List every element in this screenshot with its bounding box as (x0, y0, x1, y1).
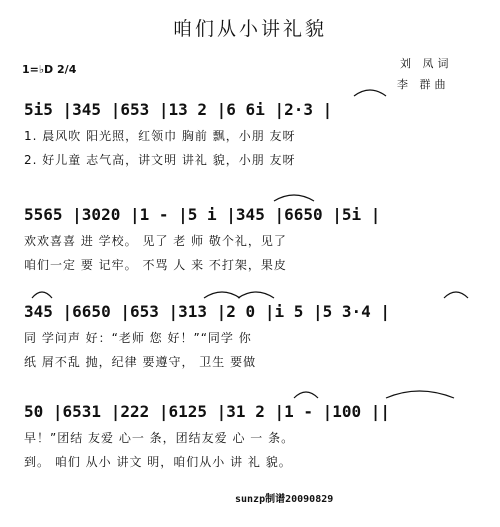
slur-marks (24, 284, 476, 300)
lyrics-verse-2: 2. 好儿童 志气高，讲文明 讲礼 貌，小朋 友呀 (24, 153, 296, 167)
slur-marks (24, 187, 476, 203)
notation-line: 50 |6531 |222 |6125 |31 2 |1 - |100 || (24, 402, 391, 421)
slur-marks (24, 82, 476, 98)
notation-line: 5565 |3020 |1 - |5 i |345 |6650 |5i | (24, 205, 381, 224)
notation-line: 5i5 |345 |653 |13 2 |6 6i |2·3 | (24, 100, 333, 119)
lyrics-verse-2: 咱们一定 要 记牢。 不骂 人 来 不打架，果皮 (24, 258, 287, 272)
lyrics-verse-1: 同 学问声 好：“老师 您 好！”“同学 你 (24, 331, 252, 345)
lyrics-verse-2: 纸 屑不乱 抛，纪律 要遵守， 卫生 要做 (24, 355, 257, 369)
composer-credit: 李 群曲 (397, 78, 450, 91)
lyrics-verse-1: 1. 晨风吹 阳光照，红领巾 胸前 飘，小朋 友呀 (24, 129, 296, 143)
notation-line: 345 |6650 |653 |313 |2 0 |i 5 |5 3·4 | (24, 302, 391, 321)
lyrics-verse-2: 到。 咱们 从小 讲文 明，咱们从小 讲 礼 貌。 (24, 455, 292, 469)
lyrics-verse-1: 欢欢喜喜 进 学校。 见了 老 师 敬个礼，见了 (24, 234, 287, 248)
song-title: 咱们从小讲礼貌 (172, 18, 327, 40)
key-signature: 1=♭D 2/4 (22, 63, 77, 76)
lyricist-credit: 刘 凤词 (400, 57, 453, 70)
transcriber-credit: sunzp制谱20090829 (235, 494, 334, 505)
slur-marks (24, 384, 476, 400)
lyrics-verse-1: 早！”团结 友爱 心一 条，团结友爱 心 一 条。 (24, 431, 295, 445)
